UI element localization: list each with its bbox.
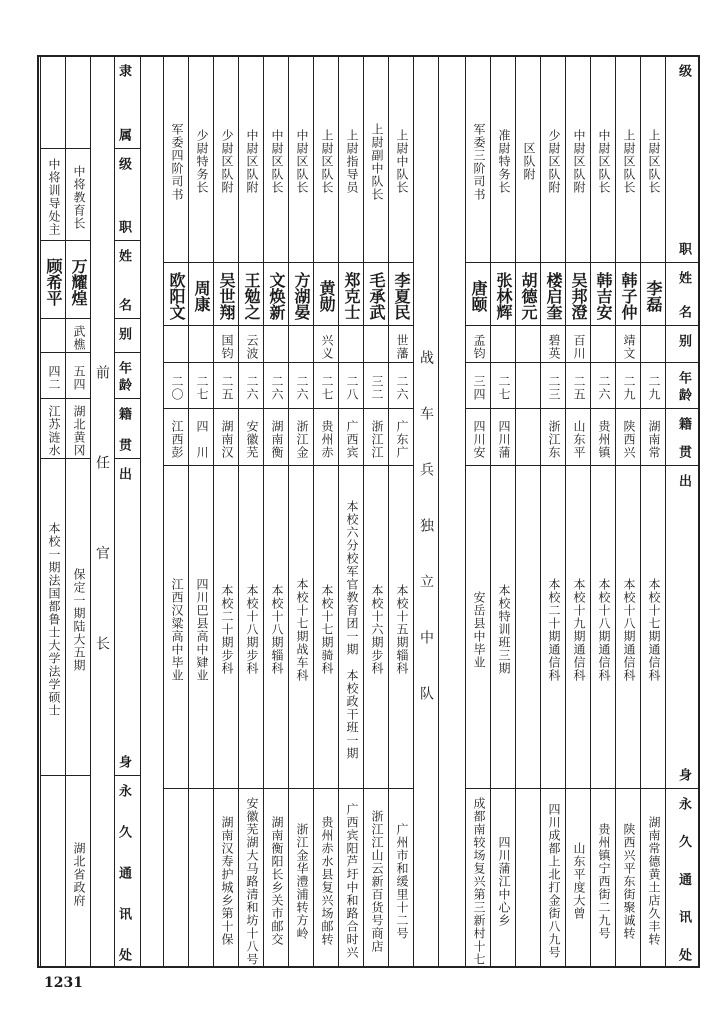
entry-address-cell xyxy=(238,788,263,968)
entry-address: 湖南常德黄土店久丰转 xyxy=(647,816,661,946)
entry-rank-cell xyxy=(188,55,213,262)
entry-rank: 上尉区队长 xyxy=(320,129,334,194)
entry-age-cell xyxy=(640,362,665,408)
header-permanent-address: 永久通讯处 xyxy=(676,797,691,961)
entry-address-cell xyxy=(615,788,640,968)
entry-name: 文焕新 xyxy=(267,272,286,320)
entry-name: 张林辉 xyxy=(494,272,513,320)
entry-native-cell xyxy=(540,408,565,465)
entry-native: 湖南常 xyxy=(647,420,661,459)
entry-address-cell xyxy=(640,788,665,968)
entry-address-cell xyxy=(313,788,338,968)
entry-age-cell xyxy=(65,352,90,398)
header-native-place-cell xyxy=(114,398,140,458)
entry-name: 吴世翔 xyxy=(217,272,236,320)
entry-rank-cell xyxy=(590,55,615,262)
entry-background-cell xyxy=(490,465,515,788)
header-name: 姓名 xyxy=(116,249,131,311)
entry-name: 郑克士 xyxy=(342,272,361,320)
entry-background-cell xyxy=(338,465,363,788)
entry-name: 胡德元 xyxy=(519,272,538,320)
entry-background: 本校六分校军官教育团一期 本校政干班一期 xyxy=(345,499,359,760)
entry-address-cell xyxy=(288,788,313,968)
entry-rank-cell xyxy=(388,55,413,262)
entry-rank: 区队附 xyxy=(522,142,536,181)
entry-age-cell xyxy=(363,362,388,408)
entry-native-cell xyxy=(615,408,640,465)
entry-background-cell xyxy=(65,458,90,775)
entry-alias-cell xyxy=(40,318,65,352)
entry-alias-cell xyxy=(363,325,388,362)
entry-alias-cell xyxy=(565,325,590,362)
entry-background-cell xyxy=(213,465,238,788)
entry-background: 本校二十期通信科 xyxy=(547,577,561,682)
entry-alias-cell xyxy=(388,325,413,362)
entry-alias-cell xyxy=(238,325,263,362)
entry-age-cell xyxy=(313,362,338,408)
entry-name-cell xyxy=(540,262,565,325)
entry-address-cell xyxy=(40,775,65,968)
entry-background: 本校特训班三期 xyxy=(497,584,511,675)
entry-native: 安徽芜 xyxy=(245,420,259,459)
entry-age: 三四 xyxy=(472,375,486,401)
header-name-cell xyxy=(114,240,140,318)
entry-alias-cell xyxy=(540,325,565,362)
header-background-cell xyxy=(665,465,700,788)
entry-address-cell xyxy=(515,788,540,968)
entry-alias-cell xyxy=(313,325,338,362)
entry-age: 二六 xyxy=(270,375,284,401)
entry-age-cell xyxy=(40,352,65,398)
entry-background-cell xyxy=(388,465,413,788)
header-alias: 别 xyxy=(676,334,691,347)
blank-affiliation-cell xyxy=(65,55,90,148)
entry-alias-cell xyxy=(490,325,515,362)
entry-age: 二九 xyxy=(622,375,636,401)
entry-alias-cell xyxy=(188,325,213,362)
entry-native-cell xyxy=(363,408,388,465)
entry-name: 李磊 xyxy=(644,280,663,312)
header-age-cell xyxy=(114,352,140,398)
entry-background-cell xyxy=(263,465,288,788)
entry-address: 广州市和缓里十二号 xyxy=(395,822,409,940)
entry-address-cell xyxy=(188,788,213,968)
header-age: 年龄 xyxy=(116,361,131,391)
entry-name-cell xyxy=(363,262,388,325)
entry-address: 陕西兴平东街聚诚转 xyxy=(622,822,636,940)
entry-background-cell xyxy=(515,465,540,788)
entry-native-cell xyxy=(263,408,288,465)
entry-name-cell xyxy=(590,262,615,325)
entry-background-cell xyxy=(188,465,213,788)
entry-name: 韩子仲 xyxy=(619,272,638,320)
entry-background-cell xyxy=(238,465,263,788)
header-rank-position-cell xyxy=(114,148,140,240)
entry-age-cell xyxy=(288,362,313,408)
entry-age-cell xyxy=(515,362,540,408)
header-background: 出身 xyxy=(116,467,131,768)
header-rank-position: 级职 xyxy=(676,64,691,255)
entry-alias: 云波 xyxy=(245,333,259,360)
entry-background: 安岳县中毕业 xyxy=(472,590,486,669)
page-number: 1231 xyxy=(44,975,83,991)
entry-background: 本校十八期步科 xyxy=(245,584,259,675)
entry-native-cell xyxy=(213,408,238,465)
entry-name-cell xyxy=(213,262,238,325)
entry-native-cell xyxy=(238,408,263,465)
entry-native: 广东广 xyxy=(395,420,409,459)
header-alias-cell xyxy=(665,325,700,362)
entry-alias-cell xyxy=(65,318,90,352)
entry-background: 本校十五期辎科 xyxy=(395,584,409,675)
entry-address: 湖南衡阳长乡关市邮交 xyxy=(270,816,284,946)
entry-rank-cell xyxy=(465,55,490,262)
entry-native: 湖南汉 xyxy=(220,420,234,459)
entry-name-cell xyxy=(188,262,213,325)
entry-alias: 世藩 xyxy=(395,333,409,360)
header-name: 姓名 xyxy=(676,271,691,318)
entry-rank: 上尉指导员 xyxy=(345,129,359,194)
entry-age-cell xyxy=(163,362,188,408)
entry-address-cell xyxy=(490,788,515,968)
entry-native-cell xyxy=(515,408,540,465)
entry-rank: 军委三阶司书 xyxy=(472,122,486,201)
entry-alias-cell xyxy=(338,325,363,362)
entry-name: 黄勋 xyxy=(317,280,336,312)
entry-rank: 军委四阶司书 xyxy=(170,122,184,201)
entry-background: 本校十六期步科 xyxy=(370,584,384,675)
entry-age: 四二 xyxy=(47,365,61,391)
entry-native: 湖南衡 xyxy=(270,420,284,459)
entry-rank: 上尉区队长 xyxy=(647,129,661,194)
header-alias-cell xyxy=(114,318,140,352)
entry-native-cell xyxy=(65,398,90,458)
entry-age-cell xyxy=(263,362,288,408)
entry-name-cell xyxy=(640,262,665,325)
header-background: 出身 xyxy=(676,474,691,781)
entry-native: 四川安 xyxy=(472,420,486,459)
entry-rank-cell xyxy=(363,55,388,262)
entry-name: 万耀煌 xyxy=(69,257,88,306)
entry-background-cell xyxy=(565,465,590,788)
entry-alias-cell xyxy=(288,325,313,362)
entry-address: 四川成都上北打金街八九号 xyxy=(547,803,561,959)
entry-alias-cell xyxy=(263,325,288,362)
entry-rank-cell xyxy=(238,55,263,262)
entry-background: 本校一期法国都鲁士大学法学硕士 xyxy=(47,522,61,717)
section-title: 前任官长 xyxy=(94,365,110,650)
entry-native: 湖北黄冈 xyxy=(72,405,86,457)
entry-age: 二五 xyxy=(220,375,234,401)
entry-address-cell xyxy=(565,788,590,968)
entry-name: 方湖晏 xyxy=(292,272,311,320)
entry-address-cell xyxy=(338,788,363,968)
entry-name-cell xyxy=(313,262,338,325)
entry-name-cell xyxy=(615,262,640,325)
entry-address-cell xyxy=(540,788,565,968)
entry-background-cell xyxy=(363,465,388,788)
blank-column xyxy=(438,55,465,968)
entry-rank-cell xyxy=(338,55,363,262)
entry-native-cell xyxy=(313,408,338,465)
entry-address: 湖南汉寿护城乡第十保 xyxy=(220,816,234,946)
entry-alias: 靖文 xyxy=(622,333,636,360)
header-rank-position: 级职 xyxy=(116,157,131,233)
entry-rank-cell xyxy=(615,55,640,262)
entry-alias-cell xyxy=(465,325,490,362)
entry-rank-cell xyxy=(313,55,338,262)
entry-name-cell xyxy=(40,240,65,318)
entry-name-cell xyxy=(565,262,590,325)
entry-age-cell xyxy=(615,362,640,408)
entry-age-cell xyxy=(388,362,413,408)
entry-native: 江西彭 xyxy=(170,420,184,459)
entry-background-cell xyxy=(590,465,615,788)
entry-native-cell xyxy=(388,408,413,465)
entry-address: 贵州赤水县复兴场邮转 xyxy=(320,816,334,946)
entry-native-cell xyxy=(465,408,490,465)
entry-rank: 准尉特务长 xyxy=(497,129,511,194)
header-permanent-address-cell xyxy=(114,775,140,968)
entry-name: 吴邦澄 xyxy=(569,272,588,320)
entry-name-cell xyxy=(515,262,540,325)
entry-rank: 中尉区队长 xyxy=(597,129,611,194)
entry-age-cell xyxy=(213,362,238,408)
entry-address: 贵州镇宁西街二九号 xyxy=(597,822,611,940)
entry-address-cell xyxy=(590,788,615,968)
entry-name-cell xyxy=(263,262,288,325)
entry-name: 顾希平 xyxy=(44,257,63,306)
entry-alias-cell xyxy=(590,325,615,362)
entry-rank: 上尉区队长 xyxy=(622,129,636,194)
entry-name-cell xyxy=(465,262,490,325)
entry-native: 贵州赤 xyxy=(320,420,334,459)
entry-age: 二六 xyxy=(395,375,409,401)
entry-age-cell xyxy=(338,362,363,408)
entry-name-cell xyxy=(288,262,313,325)
entry-background-cell xyxy=(540,465,565,788)
entry-address-cell xyxy=(213,788,238,968)
entry-background: 本校十八期通信科 xyxy=(622,577,636,682)
entry-name-cell xyxy=(338,262,363,325)
entry-native: 四 川 xyxy=(195,420,209,459)
entry-rank: 中将训导处主 xyxy=(47,158,61,236)
entry-address-cell xyxy=(263,788,288,968)
entry-age: 二八 xyxy=(345,375,359,401)
entry-background: 本校十九期通信科 xyxy=(572,577,586,682)
entry-native-cell xyxy=(640,408,665,465)
entry-age-cell xyxy=(465,362,490,408)
entry-background-cell xyxy=(313,465,338,788)
entry-native: 浙江江 xyxy=(370,420,384,459)
entry-rank: 少尉特务长 xyxy=(195,129,209,194)
entry-background: 本校十八期辎科 xyxy=(270,584,284,675)
entry-alias: 武樵 xyxy=(72,325,86,351)
entry-background: 本校十七期战车科 xyxy=(295,577,309,682)
entry-rank: 中尉区队长 xyxy=(295,129,309,194)
header-native-place: 籍贯 xyxy=(676,417,691,458)
entry-age: 二六 xyxy=(597,375,611,401)
entry-name-cell xyxy=(65,240,90,318)
entry-address: 浙江金华澧浦转方岭 xyxy=(295,822,309,940)
entry-age-cell xyxy=(238,362,263,408)
entry-background-cell xyxy=(615,465,640,788)
entry-alias: 兴义 xyxy=(320,333,334,360)
entry-rank-cell xyxy=(65,148,90,240)
entry-age: 三二 xyxy=(370,375,384,401)
entry-address: 四川蒲江中心乡 xyxy=(497,835,511,927)
entry-name: 韩吉安 xyxy=(594,272,613,320)
entry-native: 陕西兴 xyxy=(622,420,636,459)
entry-background: 四川巴县高中肄业 xyxy=(195,577,209,682)
header-name-cell xyxy=(665,262,700,325)
entry-age: 二九 xyxy=(647,375,661,401)
entry-alias-cell xyxy=(213,325,238,362)
entry-native-cell xyxy=(40,398,65,458)
entry-background: 本校十七期通信科 xyxy=(647,577,661,682)
entry-address-cell xyxy=(65,775,90,968)
entry-native: 浙江金 xyxy=(295,420,309,459)
entry-background: 本校十七期骑科 xyxy=(320,584,334,675)
entry-age: 二七 xyxy=(320,375,334,401)
entry-age-cell xyxy=(540,362,565,408)
header-affiliation: 隶属 xyxy=(116,64,131,141)
entry-address: 安徽芜湖大马路清和坊十八号 xyxy=(245,796,259,966)
entry-age-cell xyxy=(565,362,590,408)
entry-rank: 上尉副中队长 xyxy=(370,122,384,201)
entry-alias-cell xyxy=(515,325,540,362)
entry-background-cell xyxy=(40,458,65,775)
entry-address-cell xyxy=(363,788,388,968)
entry-rank-cell xyxy=(163,55,188,262)
entry-native-cell xyxy=(163,408,188,465)
entry-rank: 中尉区队附 xyxy=(245,129,259,194)
entry-address: 成都南较场复兴第三新村十七 xyxy=(472,796,486,966)
entry-native-cell xyxy=(288,408,313,465)
entry-age: 二三 xyxy=(547,375,561,401)
entry-background-cell xyxy=(288,465,313,788)
entry-name: 欧阳文 xyxy=(167,272,186,320)
header-affiliation-cell xyxy=(114,55,140,148)
entry-background-cell xyxy=(163,465,188,788)
entry-age-cell xyxy=(188,362,213,408)
entry-alias-cell xyxy=(640,325,665,362)
entry-rank: 中尉区队长 xyxy=(270,129,284,194)
entry-address-cell xyxy=(388,788,413,968)
entry-rank: 中将教育长 xyxy=(72,164,86,230)
entry-name-cell xyxy=(490,262,515,325)
entry-name-cell xyxy=(163,262,188,325)
entry-age-cell xyxy=(590,362,615,408)
entry-native: 浙江东 xyxy=(547,420,561,459)
entry-name: 唐颐 xyxy=(469,280,488,312)
entry-native: 广西宾 xyxy=(345,420,359,459)
entry-background-cell xyxy=(640,465,665,788)
header-background-cell xyxy=(114,458,140,775)
entry-age: 二七 xyxy=(497,375,511,401)
entry-address-cell xyxy=(163,788,188,968)
header-age-cell xyxy=(665,362,700,408)
entry-background-cell xyxy=(465,465,490,788)
header-permanent-address: 永久通讯处 xyxy=(116,784,131,961)
entry-age: 五四 xyxy=(72,365,86,391)
entry-alias: 百川 xyxy=(572,333,586,360)
entry-native-cell xyxy=(590,408,615,465)
entry-address-cell xyxy=(465,788,490,968)
entry-rank-cell xyxy=(640,55,665,262)
entry-name: 周康 xyxy=(192,280,211,312)
entry-rank-cell xyxy=(40,148,65,240)
entry-age-cell xyxy=(490,362,515,408)
entry-native: 江苏涟水 xyxy=(47,405,61,457)
entry-age: 二六 xyxy=(295,375,309,401)
entry-rank-cell xyxy=(263,55,288,262)
header-age: 年龄 xyxy=(676,371,691,401)
blank-affiliation-cell xyxy=(40,55,65,148)
section-title: 战车兵独立中队 xyxy=(418,350,434,700)
entry-rank-cell xyxy=(515,55,540,262)
entry-name: 楼启奎 xyxy=(544,272,563,320)
entry-rank: 上尉中队长 xyxy=(395,129,409,194)
entry-rank-cell xyxy=(565,55,590,262)
entry-alias: 碧英 xyxy=(547,333,561,360)
entry-native-cell xyxy=(490,408,515,465)
entry-name-cell xyxy=(388,262,413,325)
entry-age: 二五 xyxy=(572,375,586,401)
entry-address: 广西宾阳芦圩中和路合时兴 xyxy=(345,803,359,959)
entry-address: 湖北省政府 xyxy=(72,842,86,907)
header-native-place-cell xyxy=(665,408,700,465)
entry-alias: 国钧 xyxy=(220,333,234,360)
entry-age: 二六 xyxy=(245,375,259,401)
entry-native-cell xyxy=(188,408,213,465)
entry-age: 二〇 xyxy=(170,375,184,401)
blank-column xyxy=(140,55,163,968)
entry-address: 山东平度大曾 xyxy=(572,842,586,920)
entry-rank-cell xyxy=(213,55,238,262)
entry-address: 浙江江山云新百货号商店 xyxy=(370,809,384,953)
entry-age: 二七 xyxy=(195,375,209,401)
entry-background: 江西汉粱高中毕业 xyxy=(170,577,184,682)
header-permanent-address-cell xyxy=(665,788,700,968)
entry-name: 毛承武 xyxy=(367,272,386,320)
entry-name: 李夏民 xyxy=(392,272,411,320)
entry-rank: 中尉区队附 xyxy=(572,129,586,194)
entry-rank-cell xyxy=(540,55,565,262)
entry-name: 王勉之 xyxy=(242,272,261,320)
entry-background: 本校十八期通信科 xyxy=(597,577,611,682)
entry-rank-cell xyxy=(490,55,515,262)
entry-rank: 少尉区队附 xyxy=(220,129,234,194)
entry-rank: 少尉区队附 xyxy=(547,129,561,194)
entry-name-cell xyxy=(238,262,263,325)
entry-native: 贵州镇 xyxy=(597,420,611,459)
entry-alias-cell xyxy=(163,325,188,362)
header-native-place: 籍贯 xyxy=(116,407,131,451)
entry-background: 本校二十期步科 xyxy=(220,584,234,675)
entry-alias: 孟钧 xyxy=(472,333,486,360)
entry-native-cell xyxy=(338,408,363,465)
entry-native-cell xyxy=(565,408,590,465)
entry-alias-cell xyxy=(615,325,640,362)
entry-native: 四川蒲 xyxy=(497,420,511,459)
entry-rank-cell xyxy=(288,55,313,262)
header-alias: 别 xyxy=(116,327,131,340)
entry-native: 山东平 xyxy=(572,420,586,459)
entry-background: 保定一期陆大五期 xyxy=(72,567,86,672)
header-rank-position-cell xyxy=(665,55,700,262)
